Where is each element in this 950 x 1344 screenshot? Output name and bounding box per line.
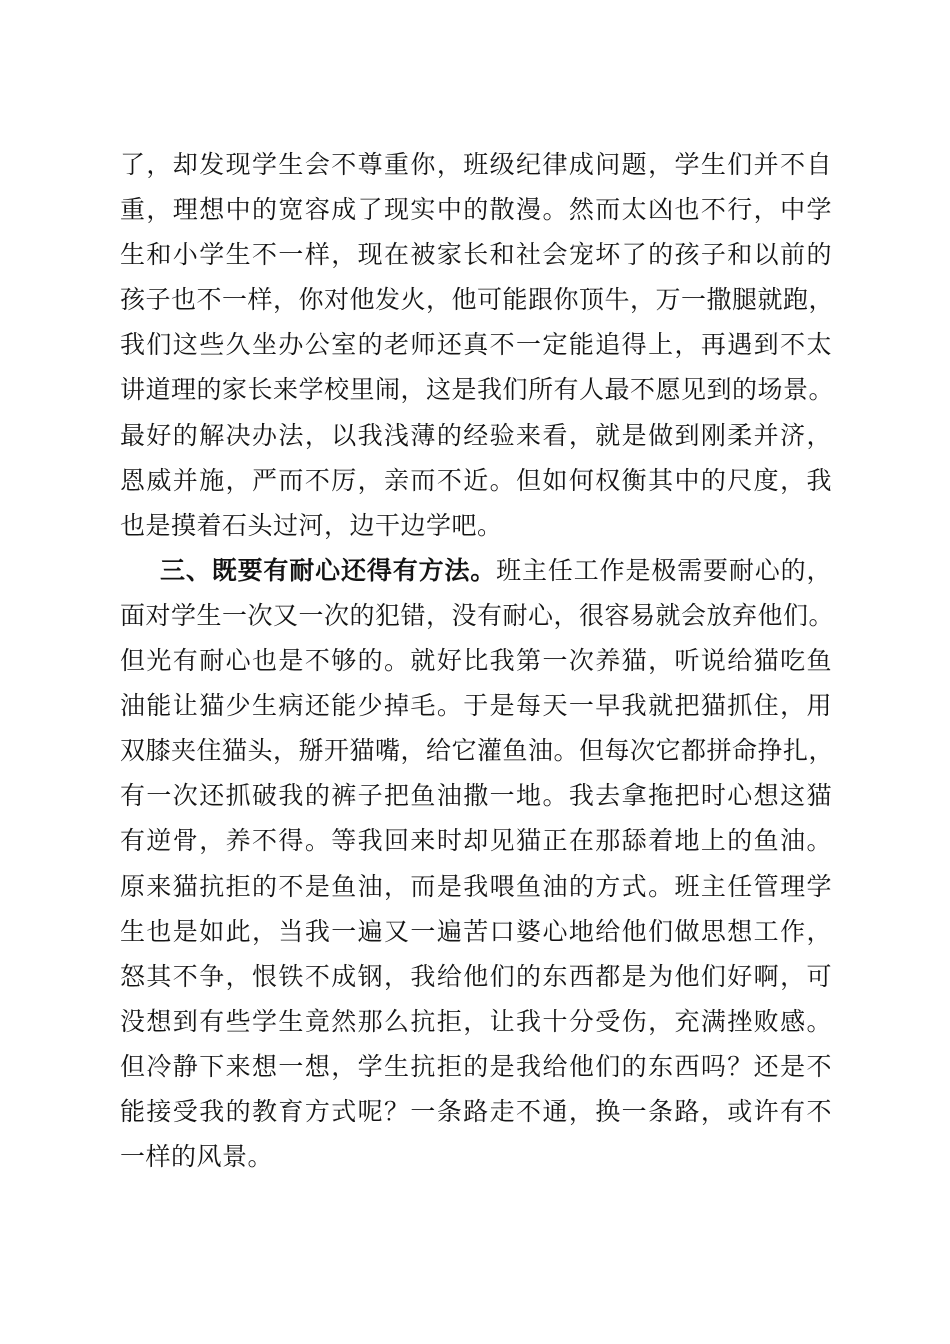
paragraph-line: 但光有耐心也是不够的。就好比我第一次养猫，听说给猫吃鱼: [120, 646, 832, 676]
paragraph-line: 能接受我的教育方式呢？一条路走不通，换一条路，或许有不: [120, 1096, 832, 1126]
paragraph-line: 一样的风景。: [120, 1142, 274, 1172]
paragraph-line: 最好的解决办法，以我浅薄的经验来看，就是做到刚柔并济，: [120, 420, 832, 450]
paragraph-line: 有逆骨，养不得。等我回来时却见猫正在那舔着地上的鱼油。: [120, 826, 832, 856]
paragraph-line: 但冷静下来想一想，学生抗拒的是我给他们的东西吗？还是不: [120, 1051, 832, 1081]
paragraph-line: 没想到有些学生竟然那么抗拒，让我十分受伤，充满挫败感。: [120, 1006, 832, 1036]
paragraph-line: 双膝夹住猫头，掰开猫嘴，给它灌鱼油。但每次它都拼命挣扎，: [120, 736, 835, 766]
section-first-line: [120, 548, 832, 593]
paragraph-line: 有一次还抓破我的裤子把鱼油撒一地。我去拿拖把时心想这猫: [120, 781, 832, 811]
paragraph-line: 了，却发现学生会不尊重你，班级纪律成问题，学生们并不自: [120, 150, 832, 179]
paragraph-line: 面对学生一次又一次的犯错，没有耐心，很容易就会放弃他们。: [120, 600, 835, 630]
document-body: [120, 142, 835, 1179]
paragraph-line-rest: 班主任工作是极需要耐心的，: [496, 555, 832, 585]
paragraph-line: 讲道理的家长来学校里闹，这是我们所有人最不愿见到的场景。: [120, 375, 835, 405]
paragraph-line: 怒其不争，恨铁不成钢，我给他们的东西都是为他们好啊，可: [120, 961, 832, 991]
paragraph-line: 恩威并施，严而不厉，亲而不近。但如何权衡其中的尺度，我: [120, 465, 832, 495]
paragraph-line: 也是摸着石头过河，边干边学吧。: [120, 510, 503, 540]
paragraph-line: 生也是如此，当我一遍又一遍苦口婆心地给他们做思想工作，: [120, 916, 832, 946]
paragraph-line: 孩子也不一样，你对他发火，他可能跟你顶牛，万一撒腿就跑，: [120, 285, 835, 315]
section-heading: 三、既要有耐心还得有方法。: [160, 555, 497, 585]
paragraph-line: 油能让猫少生病还能少掉毛。于是每天一早我就把猫抓住，用: [120, 691, 832, 721]
paragraph-line: 我们这些久坐办公室的老师还真不一定能追得上，再遇到不太: [120, 330, 832, 360]
paragraph-line: 原来猫抗拒的不是鱼油，而是我喂鱼油的方式。班主任管理学: [120, 871, 832, 901]
paragraph-line: 重，理想中的宽容成了现实中的散漫。然而太凶也不行，中学: [120, 195, 832, 225]
paragraph-line: 生和小学生不一样，现在被家长和社会宠坏了的孩子和以前的: [120, 240, 832, 270]
